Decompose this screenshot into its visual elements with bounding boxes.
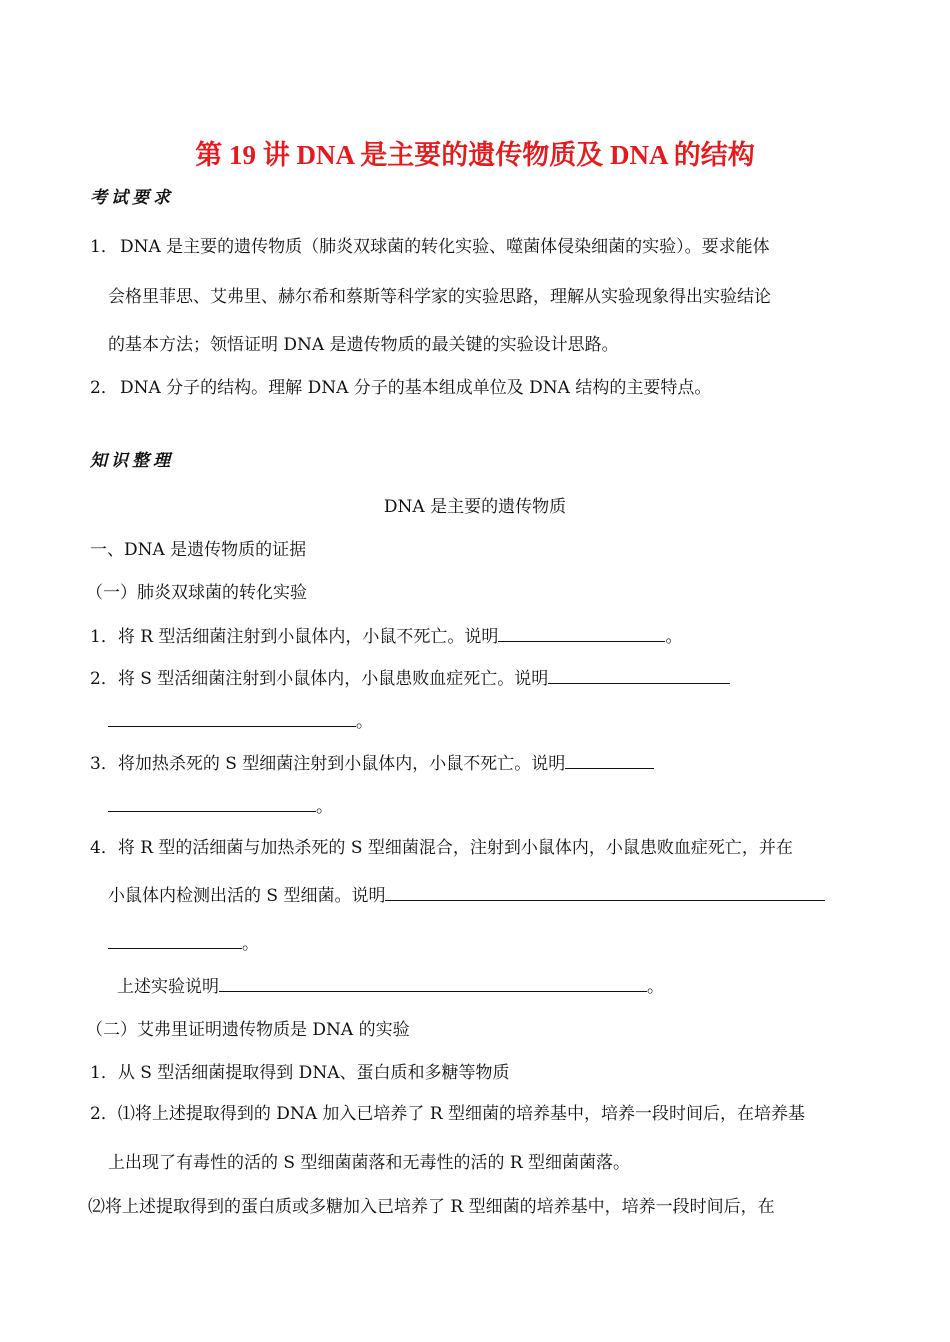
item-text-line: 会格里菲思、艾弗里、赫尔希和蔡斯等科学家的实验思路，理解从实验现象得出实验结论 [108,287,771,307]
section-heading-knowledge: 知识整理 [90,451,174,471]
fill-blank[interactable] [565,751,654,769]
section-heading-exam-requirements: 考试要求 [90,188,174,208]
item-text: 将 R 型活细菌注射到小鼠体内，小鼠不死亡。说明 [117,627,499,647]
item-number: 2． [90,378,118,398]
item-number: 2． [90,1104,118,1124]
item-text-line: DNA 分子的结构。理解 DNA 分子的基本组成单位及 DNA 结构的主要特点。 [120,378,712,398]
item-text-line: 的基本方法；领悟证明 DNA 是遗传物质的最关键的实验设计思路。 [108,335,619,355]
exp-item-4-cont [108,929,259,954]
summary-line [117,972,664,997]
fill-blank[interactable] [498,624,665,642]
item-number: 1． [90,1063,118,1083]
item-end: 。 [356,712,373,732]
item-text: ⑴将上述提取得到的 DNA 加入已培养了 R 型细菌的培养基中，培养一段时间后，在培养基 [117,1104,806,1124]
summary-end: 。 [647,977,664,997]
item-end: 。 [316,797,333,817]
fill-blank[interactable] [548,666,730,684]
subpart-heading: （二）艾弗里证明遗传物质是 DNA 的实验 [86,1020,410,1040]
item-number: 1． [90,627,118,647]
exp-item-3-cont [108,792,333,817]
fill-blank[interactable] [385,883,825,901]
avery-item-2-line2: 上出现了有毒性的活的 S 型细菌菌落和无毒性的活的 R 型细菌菌落。 [108,1153,631,1173]
item-text: 将 R 型的活细菌与加热杀死的 S 型细菌混合，注射到小鼠体内，小鼠患败血症死亡，并在 [117,838,793,858]
item-text: 小鼠体内检测出活的 S 型细菌。说明 [108,886,386,906]
item-end: 。 [242,934,259,954]
fill-blank[interactable] [108,794,316,812]
exp-item-2-cont [108,707,373,732]
item-text: 从 S 型活细菌提取得到 DNA、蛋白质和多糖等物质 [117,1063,510,1083]
item-number: 4． [90,838,118,858]
page-title: 第 19 讲 DNA 是主要的遗传物质及 DNA 的结构 [195,140,755,170]
exp-item-4-line2 [108,881,825,906]
item-text: 将加热杀死的 S 型细菌注射到小鼠体内，小鼠不死亡。说明 [117,754,566,774]
item-text: 将 S 型活细菌注射到小鼠体内，小鼠患败血症死亡。说明 [117,669,549,689]
exp-item-1 [90,622,682,647]
subpart-heading: （一）肺炎双球菌的转化实验 [86,583,307,603]
exp-item-3 [90,749,654,774]
exp-item-4 [90,833,793,858]
avery-item-1 [90,1058,509,1083]
avery-item-2 [90,1099,805,1124]
avery-item-3: ⑵将上述提取得到的蛋白质或多糖加入已培养了 R 型细菌的培养基中，培养一段时间后，在 [88,1197,775,1217]
item-number: 2． [90,669,118,689]
item-end: 。 [665,627,683,647]
fill-blank[interactable] [108,709,356,727]
item-text-line: DNA 是主要的遗传物质（肺炎双球菌的转化实验、噬菌体侵染细菌的实验）。要求能体 [120,237,770,257]
item-number: 3． [90,754,118,774]
part-heading: 一、DNA 是遗传物质的证据 [90,540,307,560]
summary-text: 上述实验说明 [117,977,219,997]
section-subtitle: DNA 是主要的遗传物质 [383,497,567,517]
item-number: 1． [90,237,118,257]
fill-blank[interactable] [219,974,647,992]
exp-item-2 [90,664,730,689]
fill-blank[interactable] [108,931,242,949]
